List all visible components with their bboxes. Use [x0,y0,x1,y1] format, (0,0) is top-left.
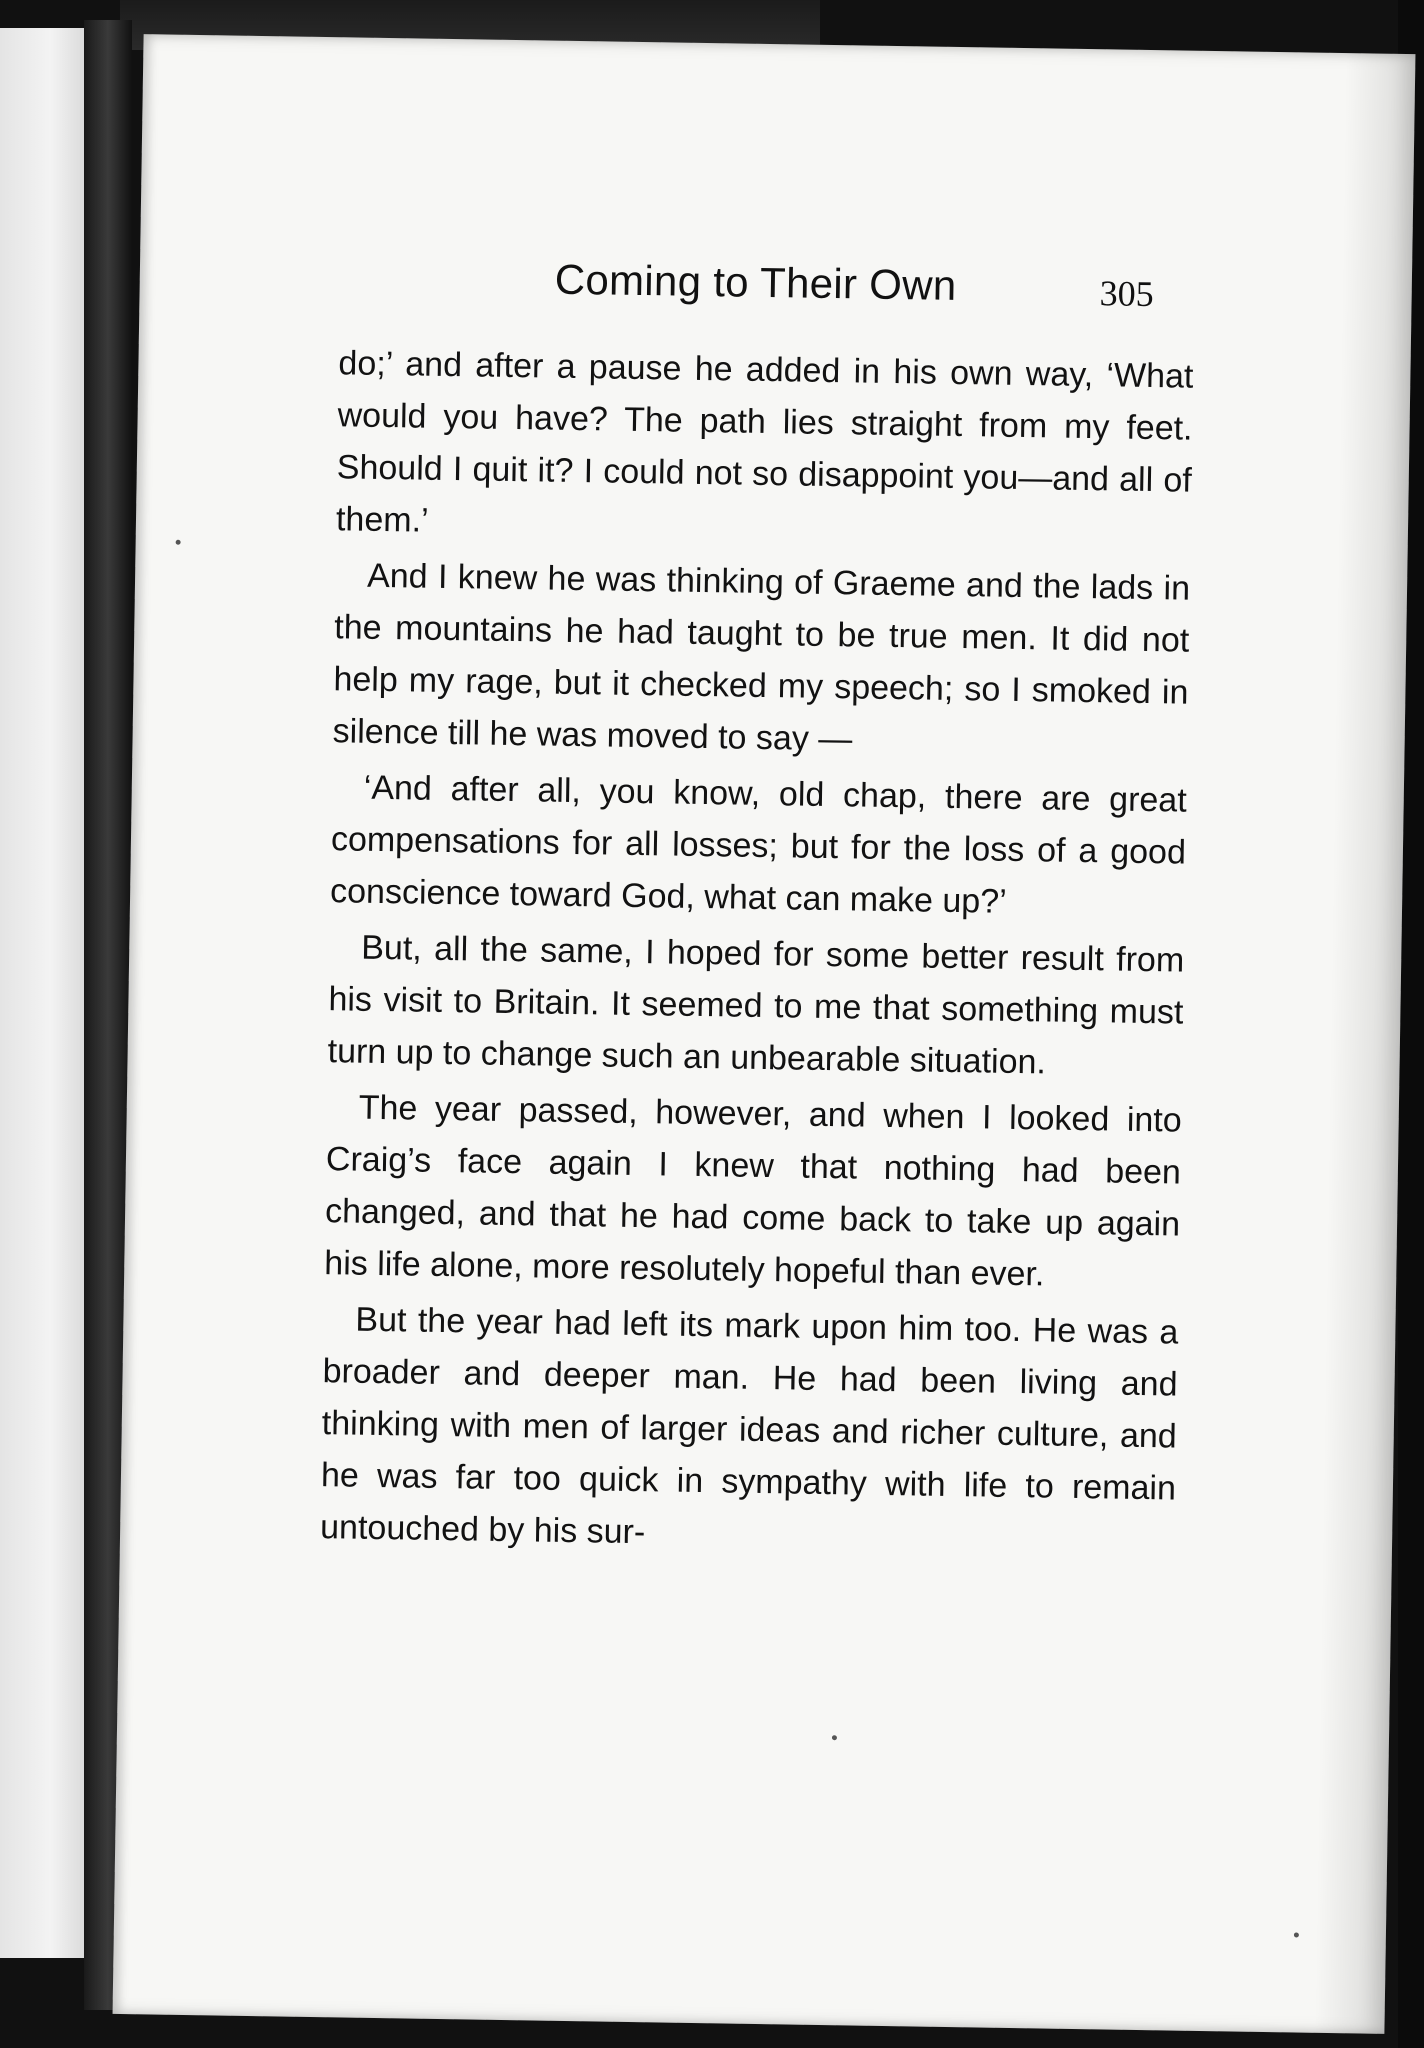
book-page [113,34,1416,2034]
facing-page-edge [0,28,85,1958]
paragraph: ‘And after all, you know, old chap, there are great compensations for all losses; but for the loss of a good conscience toward God, what can make up?’ [329,768,1188,921]
paragraph: And I knew he was thinking of Graeme and the lads in the mountains he had taught to be true men. It did not help my rage, but it checked my speech; so I smoked in silence till he was moved to say — [332,556,1191,759]
dust-speck [1294,1932,1299,1937]
dust-speck [832,1735,837,1740]
paragraph: The year passed, however, and when I looked into Craig’s face again I knew that nothing had been changed, and that he had come back to take up again his life alone, more resolutely hopeful than ever. [324,1088,1182,1294]
paragraph: do;’ and after a pause he added in his own way, ‘What would you have? The path lies straight from my feet. Should I quit it? I could not so disappoint you—and all of them.’ [335,344,1194,540]
page-number: 305 [1099,273,1154,315]
paragraph: But the year had left its mark upon him too. He was a broader and deeper man. He had been living and thinking with men of larger ideas and richer culture, and he was far too quick in sympathy with life to remain untouched by his sur- [319,1300,1179,1552]
paragraph: But, all the same, I hoped for some better result from his visit to Britain. It seemed to me that something must turn up to change such an unbearable situation. [327,928,1185,1082]
running-title: Coming to Their Own [554,255,957,309]
dust-speck [176,540,181,545]
page-header [554,256,1215,336]
body-text [320,337,1194,1566]
